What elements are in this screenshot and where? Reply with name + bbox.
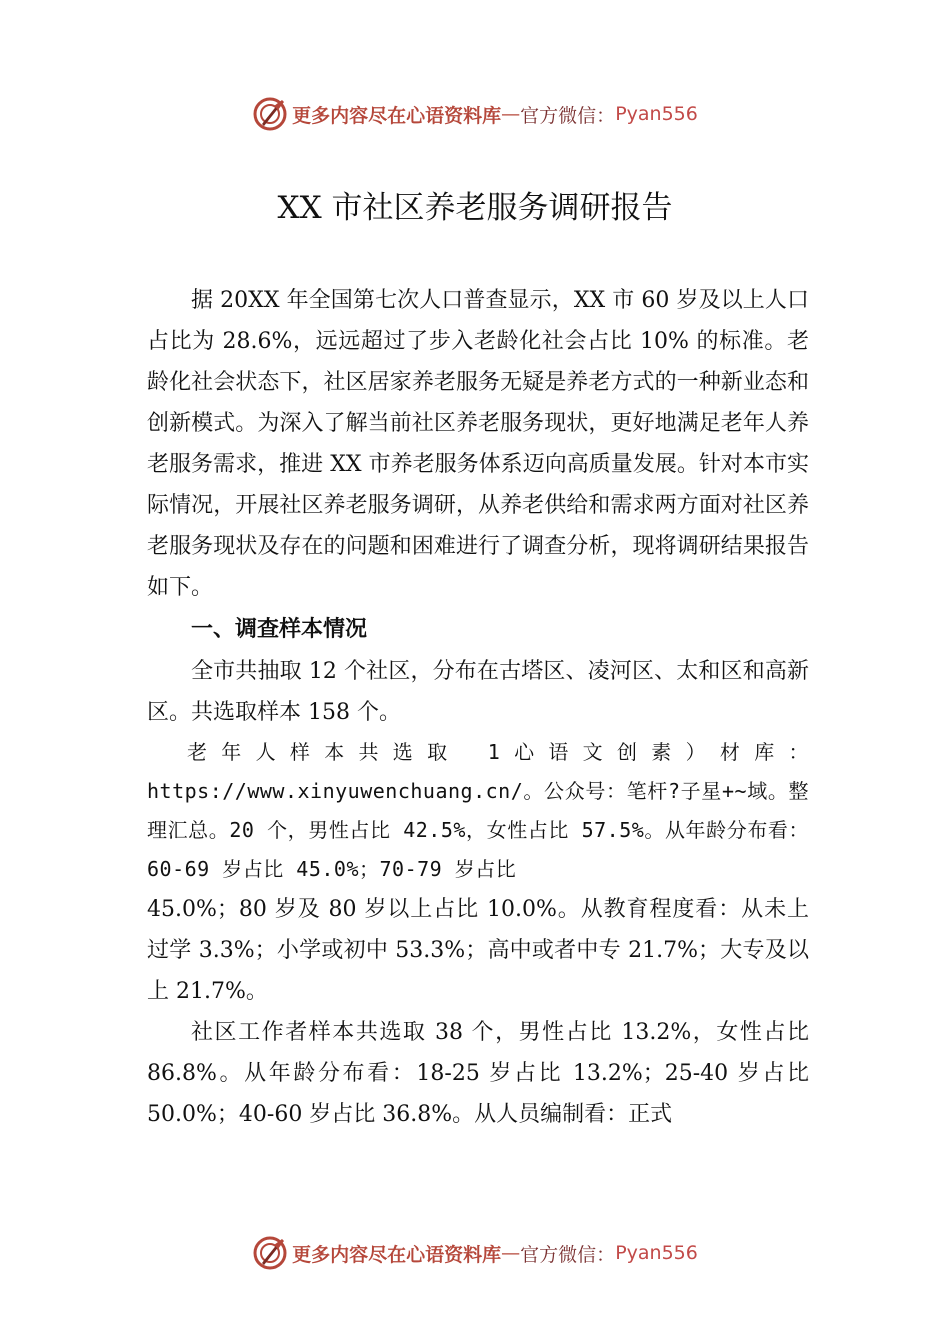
paragraph-elderly: 老年人样本共选取 1心语文创素）材库：https://www.xinyuwenchuang.cn/。公众号：笔杆?子星+~域。整理汇总。20 个，男性占比 42.5%，女性占比 57.5%。从年龄分布看：60-69 岁占比 45.0%；70-79 岁占比 <box>147 740 809 881</box>
document-title: XX 市社区养老服务调研报告 <box>277 190 673 226</box>
watermark-wechat-id: Pyan556 <box>615 1242 698 1264</box>
paragraph-intro: 据 20XX 年全国第七次人口普查显示，XX 市 60 岁及以上人口占比为 28.6%，远远超过了步入老龄化社会占比 10% 的标准。老龄化社会状态下，社区居家养老服务无疑是养老方式的一种新业态和创新模式。为深入了解当前社区养老服务现状，更好地满足老年人养老服务需求，推进 XX 市养老服务体系迈向高质量发展。针对本市实际情况，开展社区养老服务调研，从养老供给和需求两方面对社区养老服务现状及存在的问题和困难进行了调查分析，现将调研结果报告如下。 <box>147 288 809 600</box>
watermark-separator: — <box>501 1242 521 1264</box>
section-heading-1: 一、调查样本情况 <box>191 617 368 642</box>
watermark-official-label: 官方微信： <box>520 1243 616 1266</box>
watermark-brand: 更多内容尽在心语资料库 <box>292 1243 502 1266</box>
paragraph-workers: 社区工作者样本共选取 38 个，男性占比 13.2%，女性占比 86.8%。从年龄分布看：18-25 岁占比 13.2%；25-40 岁占比 50.0%；40-60 岁占比 36.8%。从人员编制看：正式 <box>147 1020 809 1127</box>
watermark-brand: 更多内容尽在心语资料库 <box>292 104 502 127</box>
paragraph-elderly-continued: 45.0%；80 岁及 80 岁以上占比 10.0%。从教育程度看：从未上过学 3.3%；小学或初中 53.3%；高中或者中专 21.7%；大专及以上 21.7%。 <box>147 897 809 1004</box>
quill-pen-logo-icon <box>252 96 288 132</box>
document-body <box>147 280 809 1135</box>
footer-watermark <box>0 1231 950 1275</box>
watermark-wechat-id: Pyan556 <box>615 103 698 125</box>
watermark-official-label: 官方微信： <box>520 104 616 127</box>
header-watermark <box>0 92 950 136</box>
watermark-separator: — <box>501 103 521 125</box>
quill-pen-logo-icon <box>252 1235 288 1271</box>
paragraph-sample: 全市共抽取 12 个社区，分布在古塔区、凌河区、太和区和高新区。共选取样本 158 个。 <box>147 659 809 725</box>
